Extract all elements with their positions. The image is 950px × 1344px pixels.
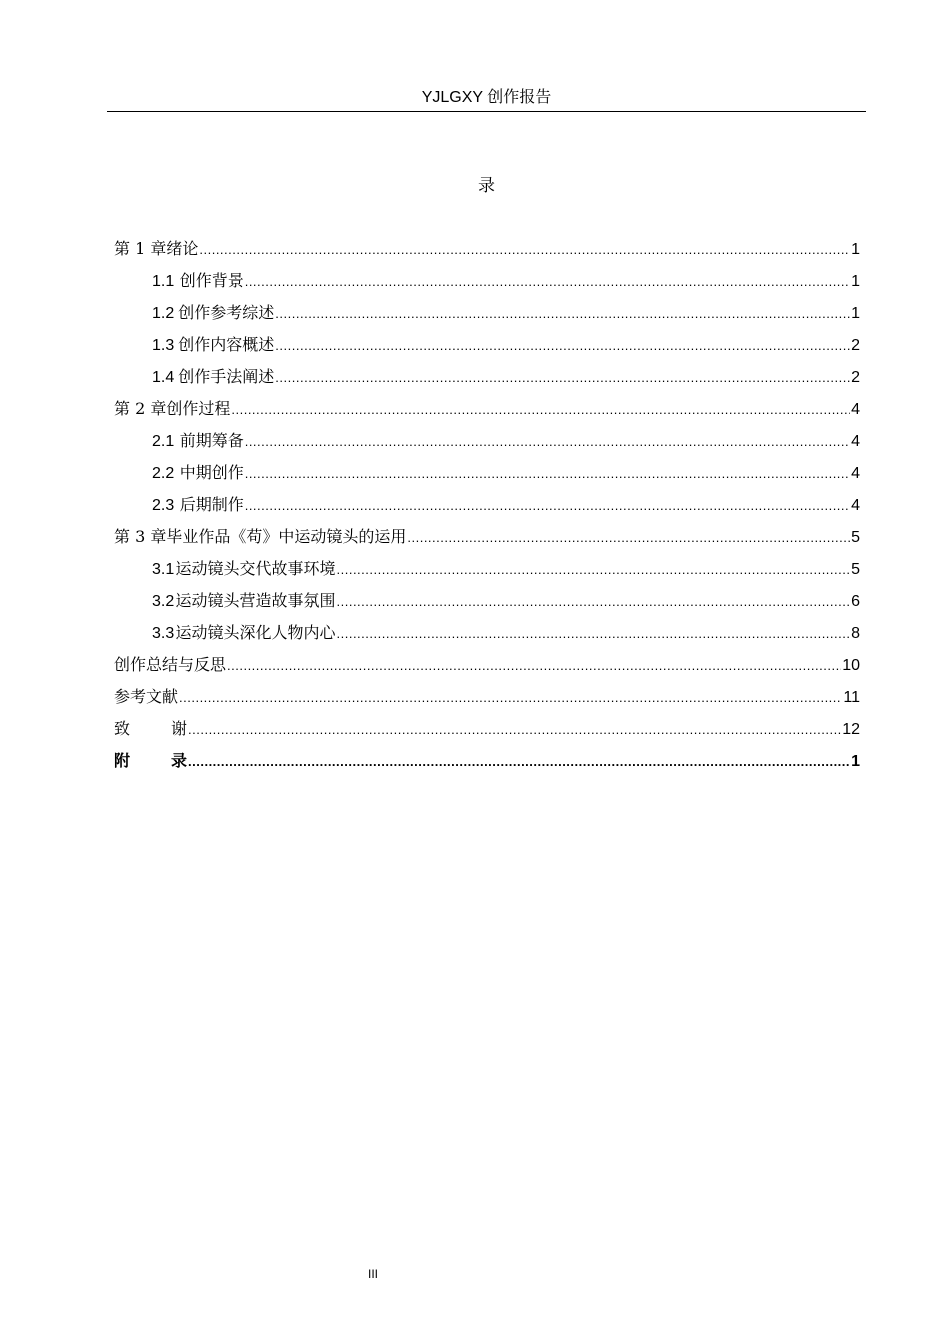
toc-entry-number: 第 1 章 bbox=[114, 239, 167, 258]
toc-entry-number: 2.2 bbox=[152, 465, 175, 482]
toc-entry-acknowledgements[interactable] bbox=[114, 713, 860, 745]
toc-entry-label: 创作总结与反思 bbox=[114, 655, 227, 674]
toc-leader-dots bbox=[188, 746, 850, 778]
toc-entry-page: 11 bbox=[843, 689, 860, 706]
toc-entry-references[interactable] bbox=[114, 681, 860, 713]
toc-leader-dots bbox=[227, 650, 841, 682]
toc-leader-dots bbox=[188, 714, 841, 746]
table-of-contents bbox=[114, 233, 860, 777]
toc-entry-label: 创作过程 bbox=[166, 399, 231, 418]
toc-entry-label: 前期筹备 bbox=[179, 431, 244, 450]
toc-entry-page: 1 bbox=[851, 273, 860, 290]
toc-entry-page: 2 bbox=[851, 337, 860, 354]
toc-entry-page: 2 bbox=[851, 369, 860, 386]
toc-entry-page: 1 bbox=[851, 305, 860, 322]
toc-entry-number: 3.3 bbox=[152, 625, 175, 642]
toc-entry-1-3[interactable] bbox=[114, 329, 860, 361]
toc-leader-dots bbox=[245, 490, 850, 522]
toc-entry-chapter-1[interactable] bbox=[114, 233, 860, 265]
toc-entry-label-char-1: 附 bbox=[114, 751, 131, 770]
toc-entry-page: 4 bbox=[851, 401, 860, 418]
toc-entry-label bbox=[114, 745, 187, 777]
toc-entry-page: 1 bbox=[851, 241, 860, 258]
toc-leader-dots bbox=[407, 522, 850, 554]
toc-entry-page: 1 bbox=[851, 753, 860, 770]
toc-entry-label: 运动镜头交代故事环境 bbox=[175, 559, 336, 578]
toc-leader-dots bbox=[337, 586, 851, 618]
toc-leader-dots bbox=[275, 362, 850, 394]
toc-leader-dots bbox=[179, 682, 842, 714]
toc-entry-2-1[interactable] bbox=[114, 425, 860, 457]
toc-entry-3-1[interactable] bbox=[114, 553, 860, 585]
toc-entry-1-1[interactable] bbox=[114, 265, 860, 297]
toc-entry-page: 12 bbox=[842, 721, 860, 738]
toc-entry-label: 后期制作 bbox=[179, 495, 244, 514]
header-title: YJLGXY 创作报告 bbox=[421, 89, 552, 106]
toc-entry-label: 毕业作品《苟》中运动镜头的运用 bbox=[166, 527, 407, 546]
toc-entry-number: 2.1 bbox=[152, 433, 175, 450]
toc-entry-label: 创作手法阐述 bbox=[178, 367, 275, 386]
toc-entry-label-char-2: 谢 bbox=[171, 719, 188, 738]
toc-entry-number: 1.3 bbox=[152, 337, 175, 354]
toc-title: 录 bbox=[478, 176, 495, 196]
toc-entry-page: 10 bbox=[842, 657, 860, 674]
toc-entry-number: 3.2 bbox=[152, 593, 175, 610]
toc-entry-number: 1.1 bbox=[152, 273, 175, 290]
toc-entry-label bbox=[114, 713, 187, 745]
toc-entry-label: 创作参考综述 bbox=[178, 303, 275, 322]
toc-entry-page: 5 bbox=[851, 561, 860, 578]
page-number: III bbox=[368, 1267, 379, 1281]
toc-entry-number: 1.2 bbox=[152, 305, 175, 322]
toc-entry-label: 参考文献 bbox=[114, 687, 179, 706]
toc-entry-3-3[interactable] bbox=[114, 617, 860, 649]
toc-entry-label: 绪论 bbox=[166, 239, 199, 258]
toc-entry-label: 创作背景 bbox=[179, 271, 244, 290]
toc-entry-page: 5 bbox=[851, 529, 860, 546]
toc-entry-page: 4 bbox=[851, 465, 860, 482]
toc-leader-dots bbox=[275, 330, 850, 362]
toc-entry-number: 第 3 章 bbox=[114, 527, 167, 546]
page-header bbox=[107, 86, 866, 112]
toc-entry-page: 4 bbox=[851, 433, 860, 450]
toc-entry-number: 第 2 章 bbox=[114, 399, 167, 418]
toc-leader-dots bbox=[245, 458, 850, 490]
toc-leader-dots bbox=[337, 554, 851, 586]
toc-leader-dots bbox=[245, 426, 850, 458]
toc-leader-dots bbox=[245, 266, 850, 298]
toc-entry-3-2[interactable] bbox=[114, 585, 860, 617]
toc-leader-dots bbox=[337, 618, 851, 650]
toc-leader-dots bbox=[231, 394, 850, 426]
toc-leader-dots bbox=[199, 234, 850, 266]
toc-entry-label: 创作内容概述 bbox=[178, 335, 275, 354]
toc-entry-summary[interactable] bbox=[114, 649, 860, 681]
toc-entry-appendix[interactable] bbox=[114, 745, 860, 777]
toc-entry-label-char-1: 致 bbox=[114, 719, 131, 738]
toc-entry-number: 1.4 bbox=[152, 369, 175, 386]
toc-entry-chapter-3[interactable] bbox=[114, 521, 860, 553]
toc-entry-page: 6 bbox=[851, 593, 860, 610]
toc-entry-page: 4 bbox=[851, 497, 860, 514]
toc-entry-2-2[interactable] bbox=[114, 457, 860, 489]
toc-entry-label: 中期创作 bbox=[179, 463, 244, 482]
toc-entry-1-2[interactable] bbox=[114, 297, 860, 329]
toc-entry-chapter-2[interactable] bbox=[114, 393, 860, 425]
toc-entry-label-char-2: 录 bbox=[171, 751, 188, 770]
toc-entry-label: 运动镜头深化人物内心 bbox=[175, 623, 336, 642]
toc-entry-number: 3.1 bbox=[152, 561, 175, 578]
toc-entry-number: 2.3 bbox=[152, 497, 175, 514]
toc-entry-1-4[interactable] bbox=[114, 361, 860, 393]
toc-leader-dots bbox=[275, 298, 850, 330]
toc-entry-2-3[interactable] bbox=[114, 489, 860, 521]
toc-entry-page: 8 bbox=[851, 625, 860, 642]
toc-entry-label: 运动镜头营造故事氛围 bbox=[175, 591, 336, 610]
